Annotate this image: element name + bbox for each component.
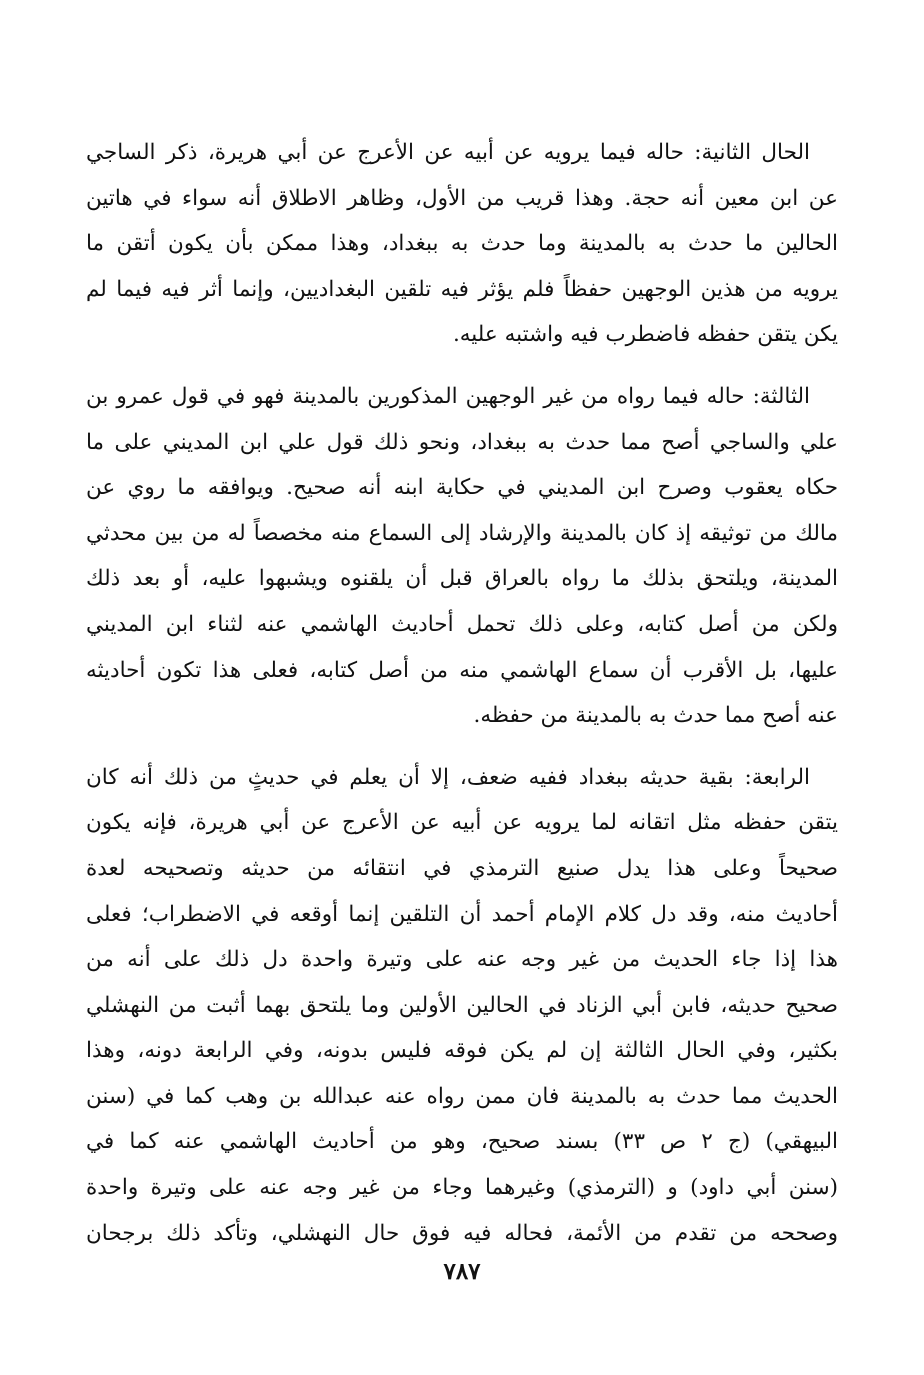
text-line: حكاه يعقوب وصرح ابن المديني في حكاية ابنه أنه صحيح. ويوافقه ما روي عن <box>86 475 838 501</box>
text-line: عليها، بل الأقرب أن سماع الهاشمي منه من أصل كتابه، فعلى هذا تكون أحاديثه <box>86 657 838 683</box>
text-line: هذا إذا جاء الحديث من غير وجه عنه على وتيرة واحدة دل ذلك على أنه من <box>86 947 838 973</box>
text-line: يتقن حفظه مثل اتقانه لما يرويه عن أبيه عن الأعرج عن أبي هريرة، فإنه يكون <box>86 810 838 836</box>
text-line: الحديث مما حدث به بالمدينة فان ممن رواه عنه عبدالله بن وهب كما في (سنن <box>86 1083 838 1109</box>
text-line: يكن يتقن حفظه فاضطرب فيه واشتبه عليه. <box>452 322 838 348</box>
page-number: ٧٨٧ <box>443 1258 481 1285</box>
text-line: عن ابن معين أنه حجة. وهذا قريب من الأول، وظاهر الاطلاق أنه سواء في هاتين <box>86 185 838 211</box>
text-line: الحالين ما حدث به بالمدينة وما حدث به ببغداد، وهذا ممكن بأن يكون أتقن ما <box>86 231 838 257</box>
text-line: الثالثة: حاله فيما رواه من غير الوجهين المذكورين بالمدينة فهو في قول عمرو بن <box>86 383 810 409</box>
text-line: صحيح حديثه، فابن أبي الزناد في الحالين الأولين وما يلتحق بهما أثبت من النهشلي <box>86 992 838 1018</box>
text-line: عنه أصح مما حدث به بالمدينة من حفظه. <box>473 703 838 729</box>
text-line: بكثير، وفي الحال الثالثة إن لم يكن فوقه فليس بدونه، وفي الرابعة دونه، وهذا <box>86 1038 838 1064</box>
text-line: أحاديث منه، وقد دل كلام الإمام أحمد أن التلقين إنما أوقعه في الاضطراب؛ فعلى <box>86 901 838 927</box>
paragraph-fourth-state <box>86 755 838 1257</box>
text-line: ولكن من أصل كتابه، وعلى ذلك تحمل أحاديث الهاشمي عنه لثناء ابن المديني <box>86 611 838 637</box>
text-line: المدينة، ويلتحق بذلك ما رواه بالعراق قبل أن يلقنوه ويشبهوا عليه، أو بعد ذلك <box>86 566 838 592</box>
text-line: البيهقي) (ج ٢ ص ٣٣) بسند صحيح، وهو من أحاديث الهاشمي عنه كما في <box>86 1129 839 1155</box>
text-line: الرابعة: بقية حديثه ببغداد ففيه ضعف، إلا أن يعلم في حديثٍ من ذلك أنه كان <box>86 764 810 790</box>
text-line: (سنن أبي داود) و (الترمذي) وغيرهما وجاء من غير وجه عنه على وتيرة واحدة <box>86 1175 838 1201</box>
text-line: علي والساجي أصح مما حدث به ببغداد، ونحو ذلك قول علي ابن المديني على ما <box>86 429 838 455</box>
paragraph-second-state <box>86 130 838 358</box>
paragraph-third-state <box>86 374 838 739</box>
text-line: يرويه من هذين الوجهين حفظاً فلم يؤثر فيه تلقين البغداديين، وإنما أثر فيه فيما لم <box>86 276 838 302</box>
text-line: الحال الثانية: حاله فيما يرويه عن أبيه عن الأعرج عن أبي هريرة، ذكر الساجي <box>86 140 810 165</box>
page-body <box>86 130 838 1272</box>
text-line: صحيحاً وعلى هذا يدل صنيع الترمذي في انتقائه من حديثه وتصحيحه لعدة <box>86 855 838 881</box>
text-line: وصححه من تقدم من الأئمة، فحاله فيه فوق حال النهشلي، وتأكد ذلك برجحان <box>86 1220 838 1246</box>
text-line: مالك من توثيقه إذ كان بالمدينة والإرشاد إلى السماع منه مخصصاً له من بين محدثي <box>86 520 838 546</box>
